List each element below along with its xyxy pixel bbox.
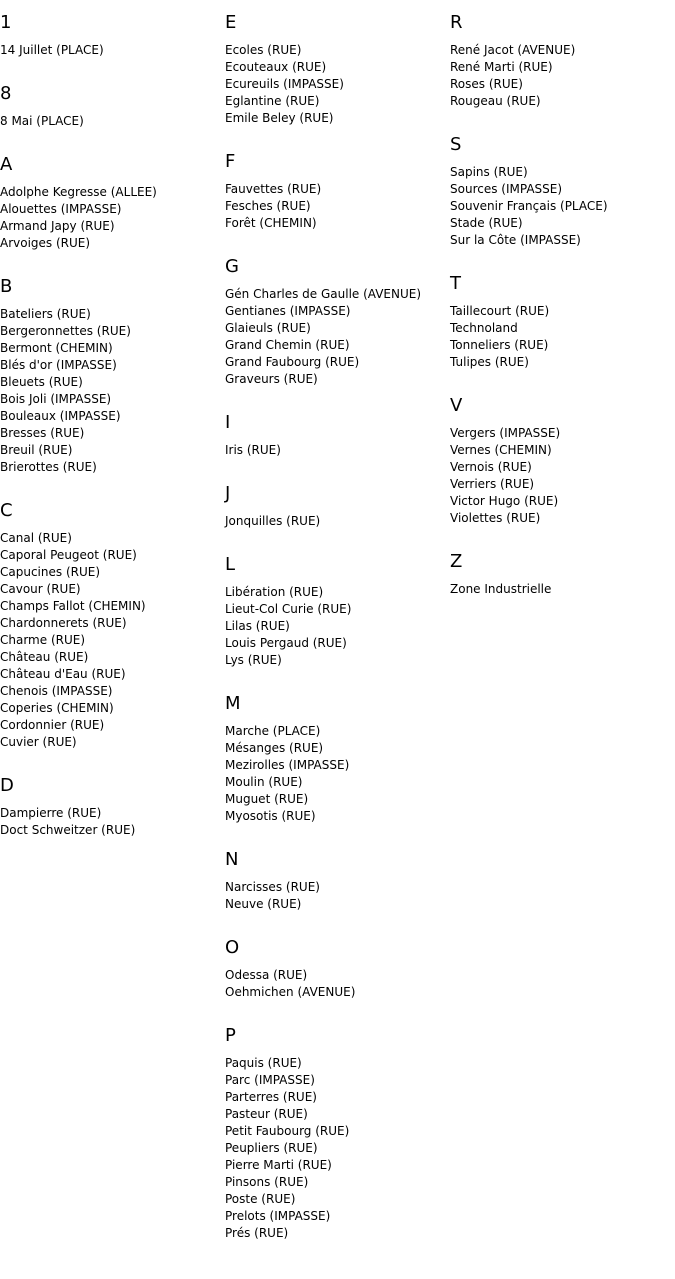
street-item: Sapins (RUE) — [450, 165, 528, 179]
letter-group — [225, 1025, 450, 1242]
street-item: Moulin (RUE) — [225, 775, 303, 789]
street-item: Grand Chemin (RUE) — [225, 338, 350, 352]
street-item: Cuvier (RUE) — [0, 735, 77, 749]
street-item: Canal (RUE) — [0, 531, 72, 545]
street-item: Emile Beley (RUE) — [225, 111, 334, 125]
street-item: Pasteur (RUE) — [225, 1107, 308, 1121]
street-item: Violettes (RUE) — [450, 511, 541, 525]
letter-group — [0, 500, 225, 751]
street-item: Fesches (RUE) — [225, 199, 311, 213]
street-item: Poste (RUE) — [225, 1192, 296, 1206]
street-item: Fauvettes (RUE) — [225, 182, 322, 196]
street-item: Odessa (RUE) — [225, 968, 308, 982]
street-list — [225, 723, 450, 825]
street-item: Vergers (IMPASSE) — [450, 426, 561, 440]
street-item: Doct Schweitzer (RUE) — [0, 823, 136, 837]
street-list — [450, 425, 675, 527]
street-item: Adolphe Kegresse (ALLEE) — [0, 185, 157, 199]
letter-group — [225, 554, 450, 669]
street-item: Bois Joli (IMPASSE) — [0, 392, 112, 406]
street-list — [225, 442, 450, 459]
street-item: Technoland — [450, 321, 518, 335]
street-item: Neuve (RUE) — [225, 897, 302, 911]
street-list — [225, 967, 450, 1001]
letter-heading: C — [0, 500, 13, 521]
street-item: Lilas (RUE) — [225, 619, 290, 633]
letter-heading: F — [225, 151, 236, 172]
letter-group — [450, 134, 675, 249]
street-list — [225, 879, 450, 913]
street-item: Capucines (RUE) — [0, 565, 101, 579]
street-item: Narcisses (RUE) — [225, 880, 320, 894]
street-item: Arvoiges (RUE) — [0, 236, 91, 250]
letter-heading: V — [450, 395, 463, 416]
street-list — [225, 513, 450, 530]
letter-group — [450, 395, 675, 527]
street-item: Oehmichen (AVENUE) — [225, 985, 356, 999]
letter-heading: M — [225, 693, 241, 714]
street-item: Stade (RUE) — [450, 216, 523, 230]
letter-heading: N — [225, 849, 239, 870]
letter-group — [0, 12, 225, 59]
street-item: Libération (RUE) — [225, 585, 324, 599]
street-list — [0, 805, 225, 839]
street-item: Souvenir Français (PLACE) — [450, 199, 608, 213]
street-list — [0, 42, 225, 59]
street-item: Mezirolles (IMPASSE) — [225, 758, 350, 772]
street-item: Sur la Côte (IMPASSE) — [450, 233, 581, 247]
street-item: Pierre Marti (RUE) — [225, 1158, 332, 1172]
street-list — [450, 164, 675, 249]
street-index-column-1 — [0, 12, 225, 863]
street-item: Blés d'or (IMPASSE) — [0, 358, 117, 372]
letter-group — [0, 775, 225, 839]
letter-heading: 1 — [0, 12, 12, 33]
letter-group — [0, 276, 225, 476]
letter-heading: P — [225, 1025, 236, 1046]
street-item: Prés (RUE) — [225, 1226, 289, 1240]
street-item: Taillecourt (RUE) — [450, 304, 550, 318]
street-item: René Jacot (AVENUE) — [450, 43, 576, 57]
street-item: Louis Pergaud (RUE) — [225, 636, 347, 650]
letter-heading: D — [0, 775, 14, 796]
letter-heading: O — [225, 937, 240, 958]
letter-heading: S — [450, 134, 462, 155]
letter-group — [450, 551, 675, 598]
street-item: Lieut-Col Curie (RUE) — [225, 602, 352, 616]
street-item: Château d'Eau (RUE) — [0, 667, 126, 681]
letter-heading: 8 — [0, 83, 12, 104]
street-item: Coperies (CHEMIN) — [0, 701, 114, 715]
street-list — [450, 303, 675, 371]
letter-heading: G — [225, 256, 239, 277]
street-list — [0, 306, 225, 476]
street-item: Bleuets (RUE) — [0, 375, 83, 389]
letter-group — [0, 83, 225, 130]
street-item: Gén Charles de Gaulle (AVENUE) — [225, 287, 422, 301]
street-item: Grand Faubourg (RUE) — [225, 355, 360, 369]
street-item: Alouettes (IMPASSE) — [0, 202, 122, 216]
street-item: Cavour (RUE) — [0, 582, 81, 596]
street-index-column-3 — [450, 12, 675, 622]
street-item: Parterres (RUE) — [225, 1090, 317, 1104]
street-item: Verriers (RUE) — [450, 477, 535, 491]
street-item: Chardonnerets (RUE) — [0, 616, 127, 630]
street-item: Lys (RUE) — [225, 653, 282, 667]
letter-heading: E — [225, 12, 237, 33]
letter-heading: T — [450, 273, 461, 294]
street-item: Armand Japy (RUE) — [0, 219, 115, 233]
street-list — [450, 42, 675, 110]
letter-group — [0, 154, 225, 252]
street-item: Dampierre (RUE) — [0, 806, 102, 820]
letter-group — [225, 151, 450, 232]
street-item: Ecoles (RUE) — [225, 43, 302, 57]
letter-heading: B — [0, 276, 13, 297]
street-item: Petit Faubourg (RUE) — [225, 1124, 350, 1138]
street-list — [225, 286, 450, 388]
street-item: 14 Juillet (PLACE) — [0, 43, 104, 57]
street-item: Vernois (RUE) — [450, 460, 532, 474]
letter-group — [225, 412, 450, 459]
street-item: Iris (RUE) — [225, 443, 281, 457]
street-item: Mésanges (RUE) — [225, 741, 324, 755]
street-item: Sources (IMPASSE) — [450, 182, 563, 196]
street-item: Glaieuls (RUE) — [225, 321, 311, 335]
letter-group — [225, 693, 450, 825]
street-list — [0, 113, 225, 130]
street-item: Charme (RUE) — [0, 633, 86, 647]
street-item: Tulipes (RUE) — [450, 355, 529, 369]
letter-group — [225, 849, 450, 913]
letter-heading: A — [0, 154, 13, 175]
street-item: Roses (RUE) — [450, 77, 523, 91]
street-item: Eglantine (RUE) — [225, 94, 320, 108]
street-item: 8 Mai (PLACE) — [0, 114, 84, 128]
letter-group — [225, 12, 450, 127]
letter-heading: R — [450, 12, 463, 33]
street-item: Bateliers (RUE) — [0, 307, 91, 321]
street-item: Rougeau (RUE) — [450, 94, 541, 108]
street-list — [0, 530, 225, 751]
street-item: Champs Fallot (CHEMIN) — [0, 599, 146, 613]
street-list — [450, 581, 675, 598]
street-item: Brierottes (RUE) — [0, 460, 97, 474]
street-item: Muguet (RUE) — [225, 792, 309, 806]
street-item: Cordonnier (RUE) — [0, 718, 105, 732]
letter-heading: I — [225, 412, 231, 433]
street-item: Bouleaux (IMPASSE) — [0, 409, 121, 423]
street-item: Graveurs (RUE) — [225, 372, 318, 386]
street-item: Tonneliers (RUE) — [450, 338, 549, 352]
street-item: Breuil (RUE) — [0, 443, 73, 457]
street-list — [225, 42, 450, 127]
street-item: Parc (IMPASSE) — [225, 1073, 315, 1087]
street-list — [0, 184, 225, 252]
street-item: Pinsons (RUE) — [225, 1175, 309, 1189]
street-item: Zone Industrielle — [450, 582, 552, 596]
street-item: Paquis (RUE) — [225, 1056, 302, 1070]
street-item: Ecouteaux (RUE) — [225, 60, 327, 74]
letter-heading: Z — [450, 551, 463, 572]
letter-group — [225, 937, 450, 1001]
street-list — [225, 181, 450, 232]
street-item: Vernes (CHEMIN) — [450, 443, 552, 457]
street-item: Myosotis (RUE) — [225, 809, 316, 823]
street-item: Bergeronnettes (RUE) — [0, 324, 131, 338]
street-item: Bresses (RUE) — [0, 426, 85, 440]
street-item: Caporal Peugeot (RUE) — [0, 548, 137, 562]
street-item: Marche (PLACE) — [225, 724, 321, 738]
letter-group — [450, 273, 675, 371]
street-item: Jonquilles (RUE) — [225, 514, 321, 528]
street-item: Bermont (CHEMIN) — [0, 341, 113, 355]
street-list — [225, 1055, 450, 1242]
letter-heading: J — [225, 483, 231, 504]
street-item: Ecureuils (IMPASSE) — [225, 77, 344, 91]
letter-group — [450, 12, 675, 110]
street-item: Forêt (CHEMIN) — [225, 216, 317, 230]
street-item: Chenois (IMPASSE) — [0, 684, 113, 698]
street-item: Peupliers (RUE) — [225, 1141, 318, 1155]
street-item: Gentianes (IMPASSE) — [225, 304, 351, 318]
letter-heading: L — [225, 554, 236, 575]
letter-group — [225, 256, 450, 388]
street-item: Prelots (IMPASSE) — [225, 1209, 331, 1223]
street-list — [225, 584, 450, 669]
street-item: Victor Hugo (RUE) — [450, 494, 559, 508]
letter-group — [225, 483, 450, 530]
street-item: Château (RUE) — [0, 650, 89, 664]
street-index-column-2 — [225, 12, 450, 1266]
street-item: René Marti (RUE) — [450, 60, 553, 74]
